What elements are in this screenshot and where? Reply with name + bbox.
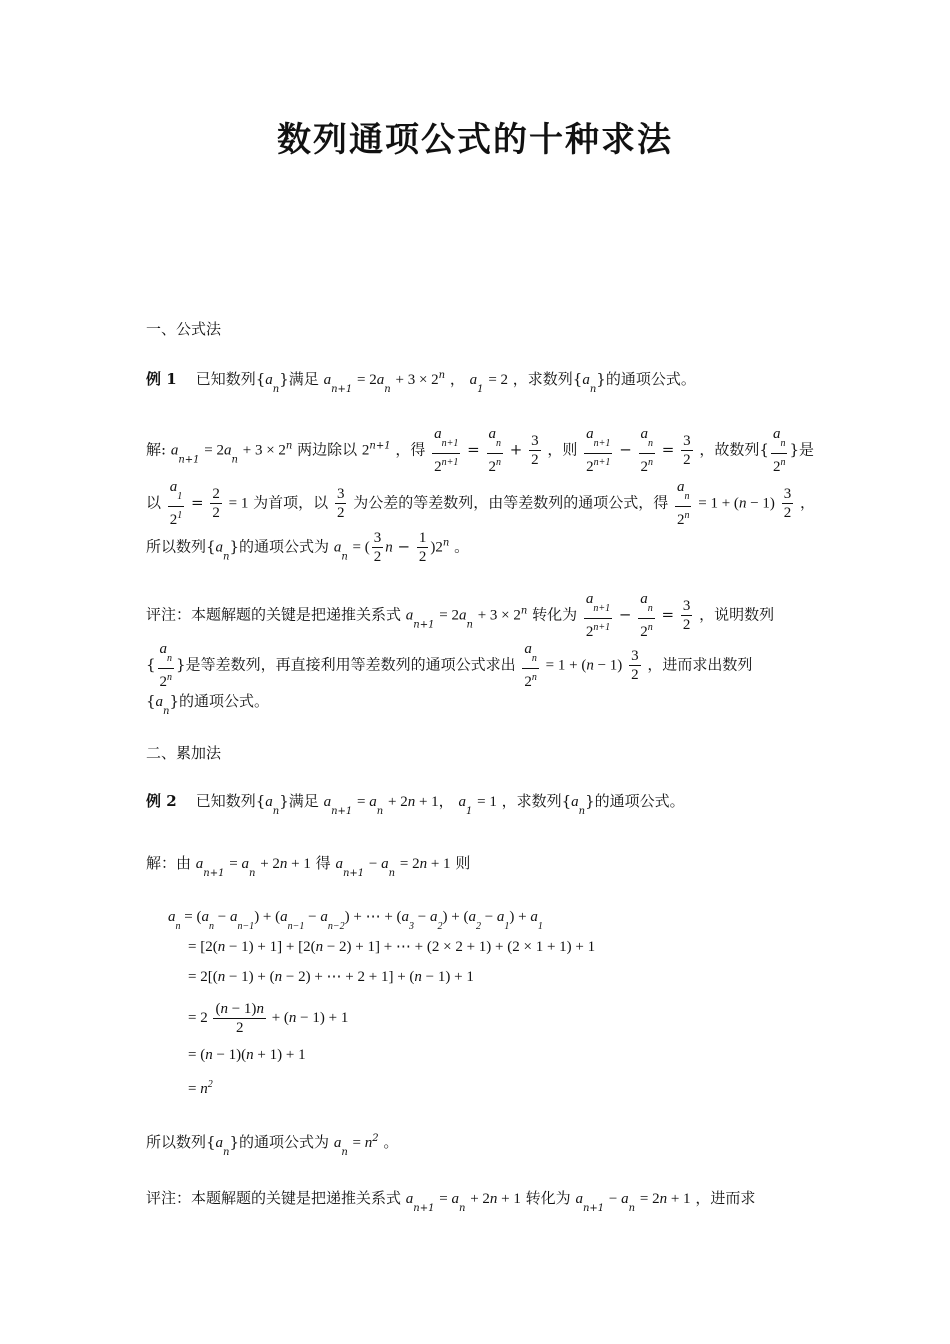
example-1-label: 例 1 <box>146 370 177 388</box>
page-title: 数列通项公式的十种求法 <box>277 120 673 160</box>
note-1-line-2: { $\frac{a_n}{2^n}$ }是等差数列，再直接利用等差数列的通项公式求出 $\frac{a_n}{2^n}$ = 1 + (n − 1) $\frac{3}{2}$ ，进而求出数列 <box>146 641 753 690</box>
derivation-step-4: = 2 $\frac{(n - 1)n}{2}$ + (n − 1) + 1 <box>188 1001 349 1036</box>
example-1 <box>146 365 696 401</box>
derivation-step-5: = (n − 1)(n + 1) + 1 <box>188 1047 306 1063</box>
note-2-line-1: 评注：本题解题的关键是把递推关系式 $a_{n+1} = a_n + 2n + 1$ 转化为 $a_{n+1} - a_n = 2n + 1$ ，进而求 <box>146 1189 756 1214</box>
solution-1-line-2: 以 $\frac{a_1}{2^1}$ = $\frac{2}{2}$ = 1 为首项，以 $\frac{3}{2}$ 为公差的等差数列，由等差数列的通项公式，得 $\frac{a_n}{2^n}$ = 1 + (n − 1) $\frac{3}{2}$ ， <box>146 479 815 528</box>
derivation-step-3: = 2[(n − 1) + (n − 2) + ⋯ + 2 + 1] + (n − 1) + 1 <box>188 969 474 985</box>
note-1-line-3: $\{a_n\}$的通项公式。 <box>146 692 270 717</box>
solution-2-line-1: 解：由 $a_{n+1} = a_n + 2n + 1$ 得 $a_{n+1} - a_n = 2n + 1$ 则 <box>146 854 471 879</box>
solution-2-conclusion: 所以数列$\{a_n\}$的通项公式为 $a_n = n^2$ 。 <box>146 1133 399 1158</box>
example-2-text: 已知数列$\{a_n\}$满足 $a_{n+1} = a_n + 2n + 1$， $a_1 = 1$ ，求数列$\{a_n\}$的通项公式。 <box>195 792 685 817</box>
solution-1-line-1: 解: $a_{n+1} = 2a_n + 3 \times 2^n$ 两边除以 $2^{n+1}$ ，得 $\frac{a_{n+1}}{2^{n+1}}$ = $\frac{a_n}{2^n}$ + $\frac{3}{2}$ ，则 $\frac{a_{n+1}}{2^{n+1}}$ − $\frac{a_n}{2^n}$ = $\frac{3}{2}$ ，故数列{ $\frac{a_n}{2^n}$ }是 <box>146 426 814 475</box>
example-2-label: 例 2 <box>146 792 177 810</box>
section-heading-1: 一、公式法 <box>146 320 222 338</box>
derivation-step-6: = $n^2$ <box>188 1079 213 1097</box>
example-2 <box>146 790 685 823</box>
solution-1-line-3: 所以数列$\{a_n\}$的通项公式为 $a_n$ = ( $\frac{3}{2}$ n − $\frac{1}{2}$ )2$^n$ 。 <box>146 530 470 565</box>
note-1-line-1: 评注：本题解题的关键是把递推关系式 $a_{n+1} = 2a_n + 3 \times 2^n$ 转化为 $\frac{a_{n+1}}{2^{n+1}}$ − $\frac{a_n}{2^n}$ = $\frac{3}{2}$ ，说明数列 <box>146 591 775 640</box>
derivation-step-2: = [2(n − 1) + 1] + [2(n − 2) + 1] + ⋯ + (2 × 2 + 1) + (2 × 1 + 1) + 1 <box>188 939 596 955</box>
section-heading-2: 二、累加法 <box>146 744 222 762</box>
example-1-text: 已知数列$\{a_n\}$满足 $a_{n+1} = 2a_n + 3 \times 2^n$ ， $a_1 = 2$ ，求数列$\{a_n\}$的通项公式。 <box>195 370 696 395</box>
derivation-step-1: $a_n = (a_n - a_{n-1}) + (a_{n-1} - a_{n-2})$ + ⋯ + $(a_3 - a_2) + (a_2 - a_1) + a_1$ <box>168 909 543 932</box>
